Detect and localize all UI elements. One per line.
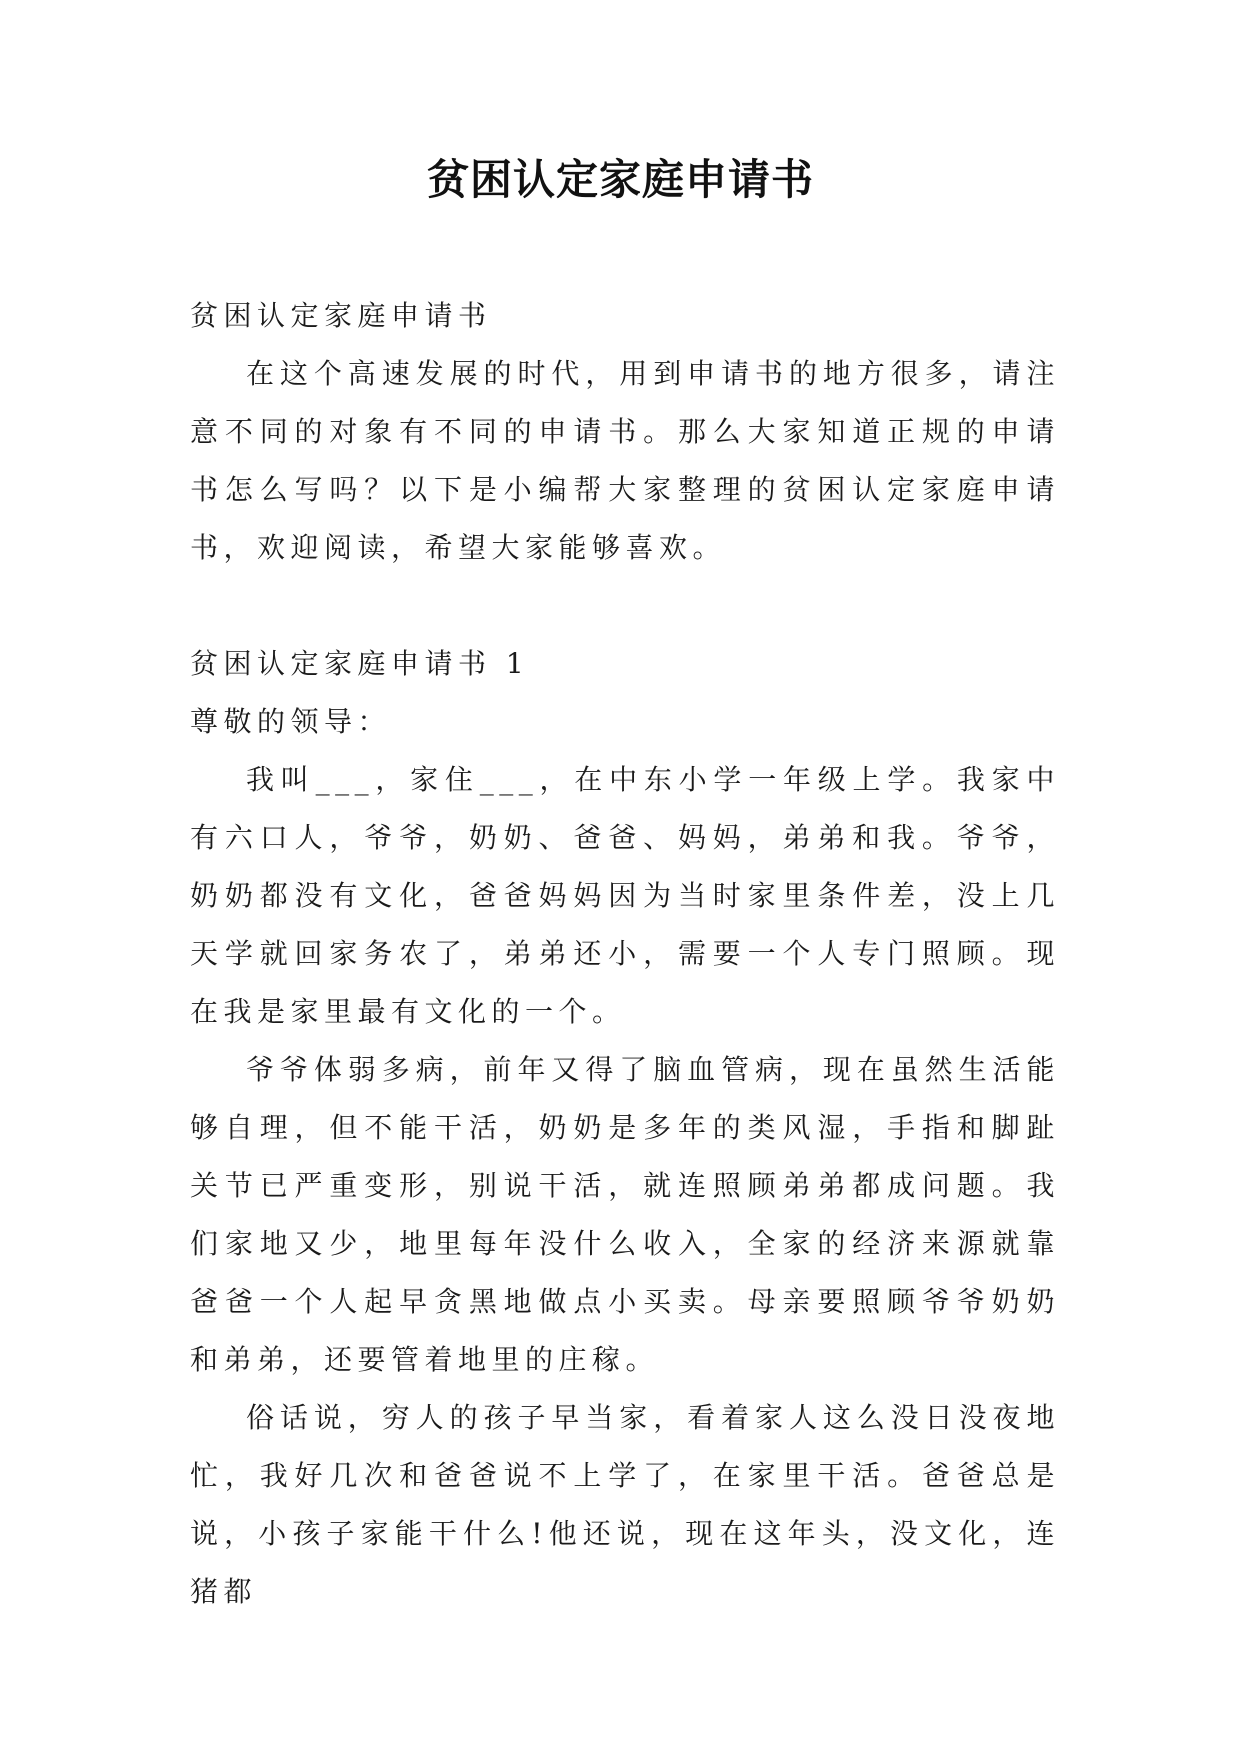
body-paragraph: 爷爷体弱多病，前年又得了脑血管病，现在虽然生活能够自理，但不能干活，奶奶是多年的类风湿，手指和脚趾关节已严重变形，别说干活，就连照顾弟弟都成问题。我们家地又少，地里每年没什么收入，全家的经济来源就靠爸爸一个人起早贪黑地做点小买卖。母亲要照顾爷爷奶奶和弟弟，还要管着地里的庄稼。 <box>190 1053 1060 1376</box>
section-spacer <box>190 577 1060 635</box>
body-paragraph: 我叫___，家住___，在中东小学一年级上学。我家中有六口人，爷爷，奶奶、爸爸、妈妈，弟弟和我。爷爷，奶奶都没有文化，爸爸妈妈因为当时家里条件差，没上几天学就回家务农了，弟弟还小，需要一个人专门照顾。现在我是家里最有文化的一个。 <box>190 763 1060 1028</box>
body-paragraph: 俗话说，穷人的孩子早当家，看着家人这么没日没夜地忙，我好几次和爸爸说不上学了，在家里干活。爸爸总是说，小孩子家能干什么!他还说，现在这年头，没文化，连猪都 <box>190 1401 1060 1608</box>
intro-paragraph: 在这个高速发展的时代，用到申请书的地方很多，请注意不同的对象有不同的申请书。那么大家知道正规的申请书怎么写吗？以下是小编帮大家整理的贫困认定家庭申请书，欢迎阅读，希望大家能够喜欢。 <box>190 357 1060 564</box>
salutation: 尊敬的领导： <box>190 705 392 738</box>
document-title: 贫困认定家庭申请书 <box>426 155 814 204</box>
document-body <box>190 287 1060 1621</box>
section-heading: 贫困认定家庭申请书 1 <box>190 647 530 680</box>
document-subtitle: 贫困认定家庭申请书 <box>190 299 492 332</box>
